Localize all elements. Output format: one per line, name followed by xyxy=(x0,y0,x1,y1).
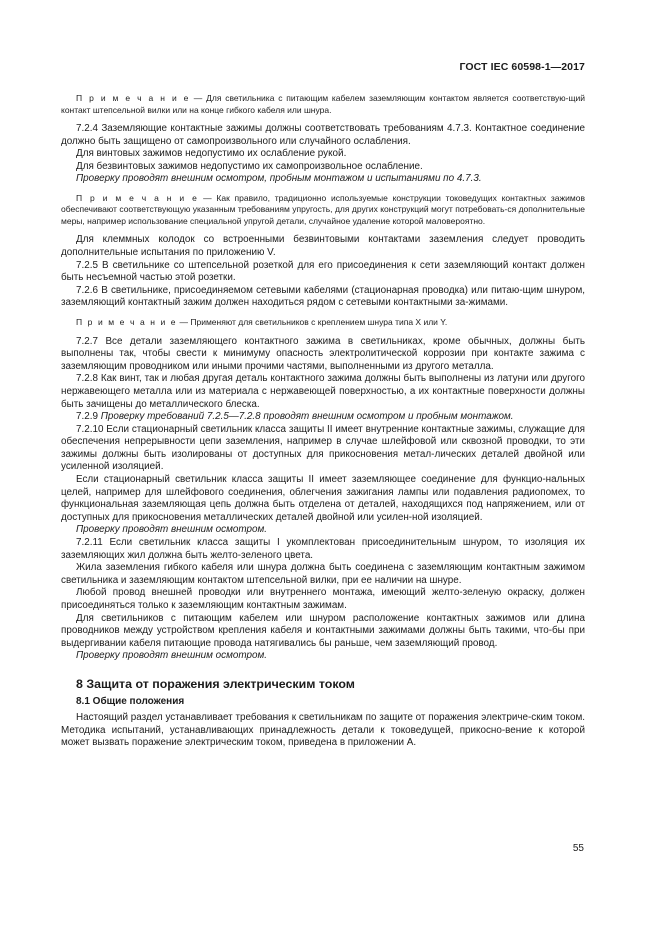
compliance-check-7-2-11: Проверку проводят внешним осмотром. xyxy=(76,650,267,662)
note-text: — Как правило, традиционно используемые конструкции токоведущих контактных зажимов обеспечивают соответствующую указанным требованиям упругость, для других конструкций могут потребовать-ся дополнительные меры, например использование специальной упругой детали, случайное удаление которой маловероятно. xyxy=(61,192,585,226)
compliance-check-7-2-4: Проверку проводят внешним осмотром, пробным монтажом и испытаниями по 4.7.3. xyxy=(76,173,482,185)
clause-7-2-4: 7.2.4 Заземляющие контактные зажимы должны соответствовать требованиям 4.7.3. Контактное соединение должно быть защищено от самопроизвольного или случайного ослабления. xyxy=(61,123,585,147)
note-label: П р и м е ч а н и е xyxy=(76,192,199,203)
note-label: П р и м е ч а н и е xyxy=(76,317,178,328)
note-text: — Применяют для светильников с креплением шнура типа X или Y. xyxy=(177,317,448,328)
note-terminal-resilience xyxy=(61,193,585,228)
compliance-check-7-2-10: Проверку проводят внешним осмотром. xyxy=(76,524,267,536)
note-label: П р и м е ч а н и е xyxy=(76,93,191,103)
section-heading-8: 8 Защита от поражения электрическим током xyxy=(76,676,355,691)
clause-7-2-8: 7.2.8 Как винт, так и любая другая деталь контактного зажима должны быть выполнены из латуни или другого нержавеющего металла или из материала с нержавеющей поверхностью, а их контактные поверхности должны быть зачищены до металлического блеска. xyxy=(61,373,585,410)
clause-7-2-9 xyxy=(61,411,585,424)
page-number: 55 xyxy=(572,843,584,854)
functional-earthing-text: Если стационарный светильник класса защиты II имеет заземляющее соединение для функцио-нальных целей, например для шлейфового соединения, облегчения зажигания лампы или подавления радиопомех, то функциональная заземляющая цепь должна быть отделена от деталей, находящихся под напряжением, или от доступных для прикосновения металлических деталей двойной или усилен-ной изоляцией. xyxy=(61,474,585,523)
clause-7-2-7: 7.2.7 Все детали заземляющего контактного зажима в светильниках, кроме обычных, должны быть выполнены так, чтобы свести к минимуму опасность электролитической коррозии при контакте зажима с заземляющим проводником или иными прочими частями, выполненными из другого металла. xyxy=(61,335,585,372)
clause-8-1-text: Настоящий раздел устанавливает требования к светильникам по защите от поражения электриче-ским током. Методика испытаний, устанавливающих принадлежность детали к токоведущей, прикосно-вение к которой может вызвать поражение электрическим током, приведена в приложении А. xyxy=(61,711,585,749)
clause-7-2-11: 7.2.11 Если светильник класса защиты I укомплектован присоединительным шнуром, то изоляция их заземляющих жил должна быть желто-зеленого цвета. xyxy=(61,537,585,561)
clause-number: 7.2.9 xyxy=(76,411,101,423)
terminal-blocks-text: Для клеммных колодок со встроенными безвинтовыми контактами заземления следует проводить дополнительные испытания по приложению V. xyxy=(61,234,585,259)
clause-7-2-10: 7.2.10 Если стационарный светильник класса защиты II имеет внутренние контактные зажимы, служащие для обеспечения непрерывности цепи заземления, например в случае шлейфовой или сквозной проводки, то эти зажимы должны быть изолированы от доступных для прикосновения метал-лических деталей двойной или усиленной изоляцией. xyxy=(61,423,585,473)
clause-7-2-5: 7.2.5 В светильнике со штепсельной розеткой для его присоединения к сети заземляющий контакт должен быть несъемной частью этой розетки. xyxy=(61,259,585,284)
yellow-green-wiring-text: Любой провод внешней проводки или внутреннего монтажа, имеющий желто-зеленую окраску, должен присоединяться только к заземляющим контактным зажимам. xyxy=(61,587,585,611)
note-earthing-contact xyxy=(61,93,585,116)
screw-terminals-text: Для винтовых зажимов недопустимо их ослабление рукой. xyxy=(76,148,347,160)
note-text: — Для светильника с питающим кабелем заземляющим контактом является соответствую-щий контакт штепсельной вилки или на конце гибкого кабеля или шнура. xyxy=(61,93,585,115)
compliance-check-7-2-9: Проверку требований 7.2.5—7.2.8 проводят внешним осмотром и пробным монтажом. xyxy=(100,411,514,423)
document-code: ГОСТ IEC 60598-1—2017 xyxy=(459,61,585,73)
note-cord-anchorage xyxy=(61,317,585,329)
supply-cable-text: Для светильников с питающим кабелем или шнуром расположение контактных зажимов или длина проводников между устройством крепления кабеля и контактными зажимами должны быть такими, что-бы при выдергивании кабеля питающие провода натягивались бы раньше, чем заземляющий провод. xyxy=(61,612,585,649)
earth-core-text: Жила заземления гибкого кабеля или шнура должна быть соединена с заземляющим контактным зажимом светильника и заземляющим контактом штепсельной вилки, при ее наличии на шнуре. xyxy=(61,562,585,586)
clause-7-2-6: 7.2.6 В светильнике, присоединяемом сетевыми кабелями (стационарная проводка) или питаю-щим шнуром, заземляющий контактный зажим должен находиться рядом с сетевыми контактными за-жимами. xyxy=(61,284,585,309)
subsection-heading-8-1: 8.1 Общие положения xyxy=(76,695,185,707)
screwless-terminals-text: Для безвинтовых зажимов недопустимо их самопроизвольное ослабление. xyxy=(76,160,423,172)
page-body xyxy=(61,93,585,750)
